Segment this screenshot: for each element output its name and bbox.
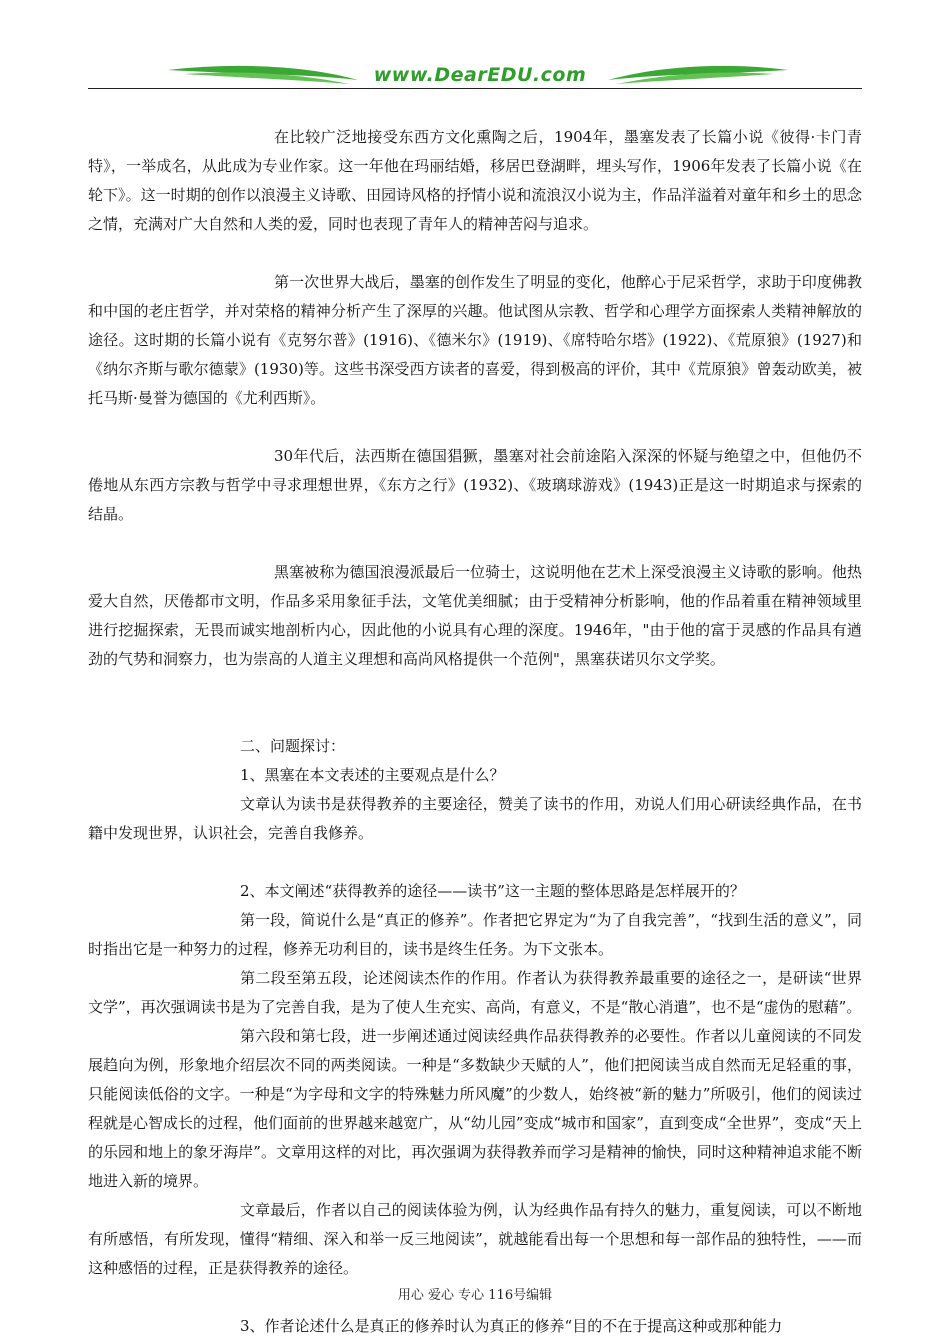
paragraph: 文章最后，作者以自己的阅读体验为例，认为经典作品有持久的魅力，重复阅读，可以不断地有所感悟，有所发现，懂得“精细、深入和举一反三地阅读”，就越能看出每一个思想和每一部作品的独特性，——而这种感悟的过程，正是获得教养的途径。 xyxy=(88,1201,862,1277)
paragraph: 第二段至第五段，论述阅读杰作的作用。作者认为获得教养最重要的途径之一，是研读“世界文学”，再次强调读书是为了完善自我，是为了使人生充实、高尚，有意义，不是“散心消遣”，也不是“虚伪的慰藉”。 xyxy=(88,969,862,1016)
paragraph: 2、本文阐述“获得教养的途径——读书”这一主题的整体思路是怎样展开的？ xyxy=(240,882,745,900)
document-body xyxy=(88,123,862,1341)
paragraph: 3、作者论述什么是真正的修养时认为真正的修养“目的不在于提高这种或那种能力 xyxy=(240,1317,783,1335)
paragraph-spacer xyxy=(88,239,862,268)
page-footer: 用心 爱心 专心 116号编辑 xyxy=(397,1288,553,1303)
paragraph-spacer xyxy=(88,529,862,558)
paragraph: 第六段和第七段，进一步阐述通过阅读经典作品获得教养的必要性。作者以儿童阅读的不同发展趋向为例，形象地介绍层次不同的两类阅读。一种是“多数缺少天赋的人”，他们把阅读当成自然而无足轻重的事，只能阅读低俗的文字。一种是“为字母和文字的特殊魅力所风魔”的少数人，始终被“新的魅力”所吸引，他们的阅读过程就是心智成长的过程，他们面前的世界越来越宽广，从“幼儿园”变成“城市和国家”，直到变成“全世界”，变成“天上的乐园和地上的象牙海岸”。文章用这样的对比，再次强调为获得教养而学习是精神的愉快，同时这种精神追求能不断地进入新的境界。 xyxy=(88,1027,862,1190)
header-divider xyxy=(88,88,862,89)
site-brand-text: www.DearEDU.com xyxy=(373,64,587,86)
paragraph-spacer xyxy=(88,848,862,877)
paragraph: 30年代后，法西斯在德国猖獗，墨塞对社会前途陷入深深的怀疑与绝望之中，但他仍不倦地从东西方宗教与哲学中寻求理想世界，《东方之行》(1932)、《玻璃球游戏》(1943)正是这一时期追求与探索的结晶。 xyxy=(88,447,862,523)
paragraph: 1、黑塞在本文表述的主要观点是什么？ xyxy=(240,766,505,784)
paragraph: 文章认为读书是获得教养的主要途径，赞美了读书的作用，劝说人们用心研读经典作品，在书籍中发现世界，认识社会，完善自我修养。 xyxy=(88,795,862,842)
paragraph: 第一次世界大战后，墨塞的创作发生了明显的变化，他醉心于尼采哲学，求助于印度佛教和中国的老庄哲学，并对荣格的精神分析产生了深厚的兴趣。他试图从宗教、哲学和心理学方面探索人类精神解放的途径。这时期的长篇小说有《克努尔普》(1916)、《德米尔》(1919)、《席特哈尔塔》(1922)、《荒原狼》(1927)和《纳尔齐斯与歌尔德蒙》(1930)等。这些书深受西方读者的喜爱，得到极高的评价，其中《荒原狼》曾轰动欧美，被托马斯·曼誉为德国的《尤利西斯》。 xyxy=(88,273,862,407)
page-header xyxy=(88,58,864,98)
paragraph: 黑塞被称为德国浪漫派最后一位骑士，这说明他在艺术上深受浪漫主义诗歌的影响。他热爱大自然，厌倦都市文明，作品多采用象征手法，文笔优美细腻；由于受精神分析影响，他的作品着重在精神领域里进行挖掘探索，无畏而诚实地剖析内心，因此他的小说具有心理的深度。1946年，"由于他的富于灵感的作品具有遒劲的气势和洞察力，也为崇高的人道主义理想和高尚风格提供一个范例"，黑塞获诺贝尔文学奖。 xyxy=(88,563,862,668)
paragraph: 二、问题探讨： xyxy=(240,737,346,755)
paragraph: 在比较广泛地接受东西方文化熏陶之后，1904年，墨塞发表了长篇小说《彼得·卡门青特》，一举成名，从此成为专业作家。这一年他在玛丽结婚，移居巴登湖畔，埋头写作，1906年发表了长篇小说《在轮下》。这一时期的创作以浪漫主义诗歌、田园诗风格的抒情小说和流浪汉小说为主，作品洋溢着对童年和乡土的思念之情，充满对广大自然和人类的爱，同时也表现了青年人的精神苦闷与追求。 xyxy=(88,128,862,233)
paragraph-spacer xyxy=(88,413,862,442)
paragraph: 第一段，简说什么是“真正的修养”。作者把它界定为“为了自我完善”，“找到生活的意义”，同时指出它是一种努力的过程，修养无功利目的，读书是终生任务。为下文张本。 xyxy=(88,911,862,958)
paragraph-spacer xyxy=(88,703,862,732)
paragraph-spacer xyxy=(88,674,862,703)
